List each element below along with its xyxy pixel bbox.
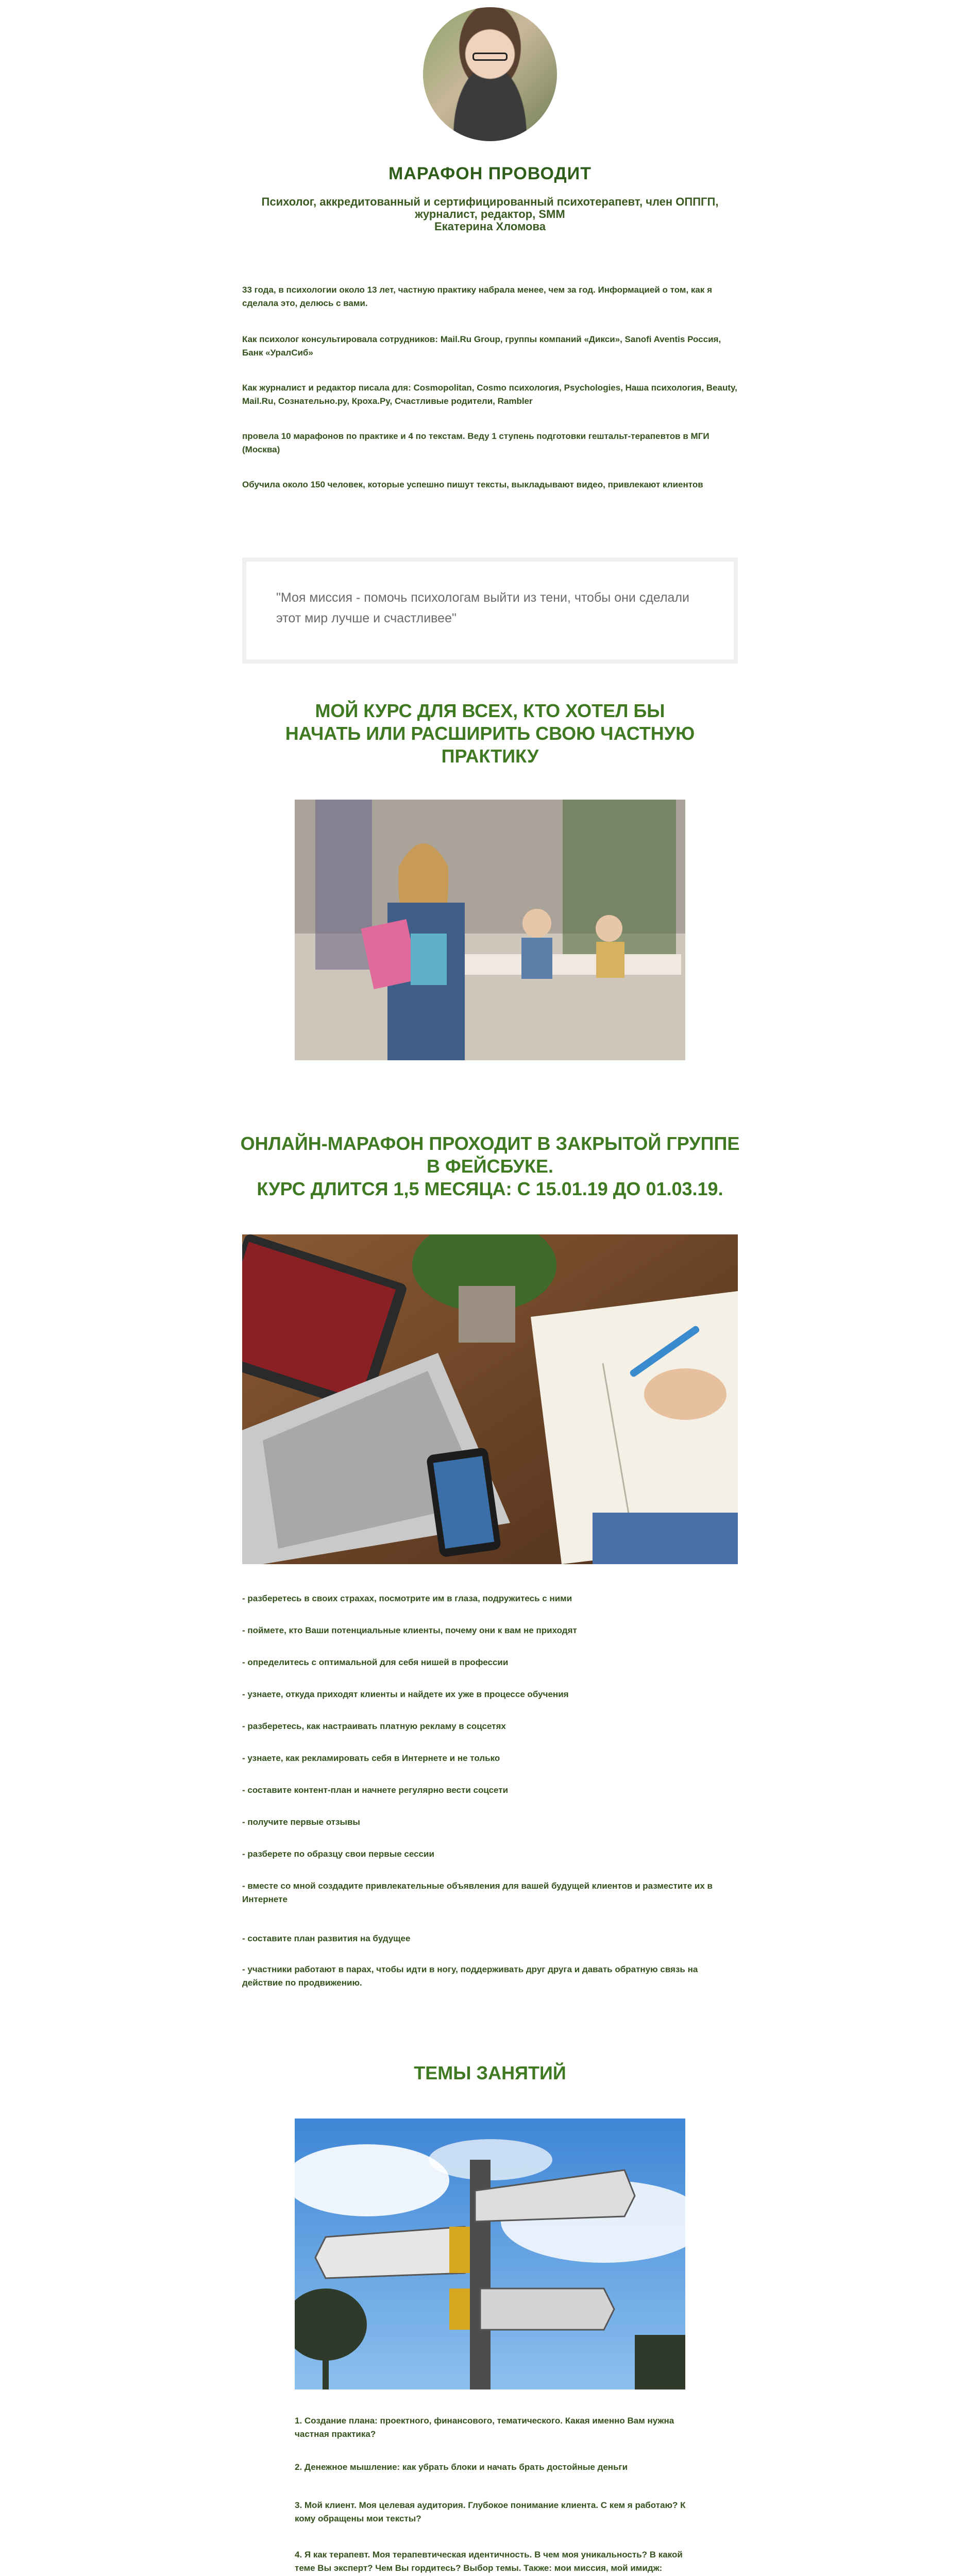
mission-quote-box [242, 557, 738, 664]
bio-paragraph-1: 33 года, в психологии около 13 лет, частную практику набрала менее, чем за год. Информацией о том, как я сделала это, делюсь с вами. [242, 285, 713, 308]
author-avatar [423, 7, 557, 141]
benefit-item: - разберетесь в своих страхах, посмотрите им в глаза, подружитесь с ними [242, 1594, 572, 1603]
marathon-heading-line-2: В ФЕЙСБУКЕ. [427, 1156, 553, 1177]
topic-item: 1. Создание плана: проектного, финансового, тематического. Какая именно Вам нужна частная практика? [295, 2416, 674, 2439]
workspace-photo-graphic [242, 1234, 738, 1564]
subtitle-line-3: Екатерина Хломова [434, 220, 546, 233]
author-subtitle [0, 196, 980, 233]
bio-paragraph-4: провела 10 марафонов по практике и 4 по текстам. Веду 1 ступень подготовки гештальт-терапевтов в МГИ (Москва) [242, 431, 709, 454]
course-heading [206, 700, 774, 768]
signpost-photo-graphic [295, 2119, 685, 2389]
benefit-item: - определитесь с оптимальной для себя нишей в профессии [242, 1657, 509, 1667]
benefit-item: - участники работают в парах, чтобы идти в ногу, поддерживать друг друга и давать обратную связь на действие по продвижению. [242, 1964, 698, 1988]
bio-paragraph-2: Как психолог консультировала сотрудников: Mail.Ru Group, группы компаний «Дикси», Sanofi Aventis Россия, Банк «УралСиб» [242, 334, 721, 358]
benefit-item: - узнаете, откуда приходят клиенты и найдете их уже в процессе обучения [242, 1689, 569, 1699]
student-photo [295, 800, 685, 1060]
course-heading-line-1: МОЙ КУРС ДЛЯ ВСЕХ, КТО ХОТЕЛ БЫ [315, 700, 665, 721]
bio-paragraph-3: Как журналист и редактор писала для: Cosmopolitan, Cosmo психология, Psychologies, Наша психология, Beauty, Mail.Ru, Сознательно.ру, Кроха.Ру, Счастливые родители, Rambler [242, 383, 737, 406]
benefit-item: - вместе со мной создадите привлекательные объявления для вашей будущей клиентов и разместите их в Интернете [242, 1881, 713, 1904]
topic-item: 4. Я как терапевт. Моя терапевтическая идентичность. В чем моя уникальность? В какой теме Вы эксперт? Чем Вы гордитесь? Выбор темы. Также: мои миссия, мой имидж: [295, 2550, 683, 2573]
marathon-heading-line-1: ОНЛАЙН-МАРАФОН ПРОХОДИТ В ЗАКРЫТОЙ ГРУППЕ [240, 1133, 740, 1154]
benefit-item: - получите первые отзывы [242, 1817, 360, 1827]
marathon-heading [206, 1132, 774, 1200]
course-heading-line-2: НАЧАТЬ ИЛИ РАСШИРИТЬ СВОЮ ЧАСТНУЮ [285, 723, 695, 744]
marathon-heading-line-3: КУРС ДЛИТСЯ 1,5 МЕСЯЦА: С 15.01.19 ДО 01.03.19. [257, 1178, 723, 1199]
page-title: МАРАФОН ПРОВОДИТ [388, 164, 592, 183]
course-heading-line-3: ПРАКТИКУ [441, 745, 539, 767]
subtitle-line-2: журналист, редактор, SMM [415, 208, 565, 221]
workspace-photo [242, 1234, 738, 1564]
glasses-icon [472, 53, 508, 61]
bio-paragraph-5: Обучила около 150 человек, которые успешно пишут тексты, выкладывают видео, привлекают клиентов [242, 480, 703, 489]
student-photo-graphic [295, 800, 685, 1060]
benefit-item: - узнаете, как рекламировать себя в Интернете и не только [242, 1753, 500, 1763]
subtitle-line-1: Психолог, аккредитованный и сертифицированный психотерапевт, член ОППГП, [261, 195, 719, 208]
benefit-item: - составите контент-план и начнете регулярно вести соцсети [242, 1785, 509, 1795]
benefit-item: - составите план развития на будущее [242, 1934, 411, 1943]
benefit-item: - разберете по образцу свои первые сессии [242, 1849, 434, 1859]
benefit-item: - поймете, кто Ваши потенциальные клиенты, почему они к вам не приходят [242, 1625, 577, 1635]
topic-item: 3. Мой клиент. Моя целевая аудитория. Глубокое понимание клиента. С кем я работаю? К кому обращены мои тексты? [295, 2500, 686, 2523]
mission-quote: "Моя миссия - помочь психологам выйти из тени, чтобы они сделали этот мир лучше и счастливее" [276, 590, 690, 625]
topic-item: 2. Денежное мышление: как убрать блоки и начать брать достойные деньги [295, 2462, 628, 2472]
topics-heading: ТЕМЫ ЗАНЯТИЙ [414, 2062, 566, 2083]
benefit-item: - разберетесь, как настраивать платную рекламу в соцсетях [242, 1721, 506, 1731]
signpost-photo [295, 2119, 685, 2389]
